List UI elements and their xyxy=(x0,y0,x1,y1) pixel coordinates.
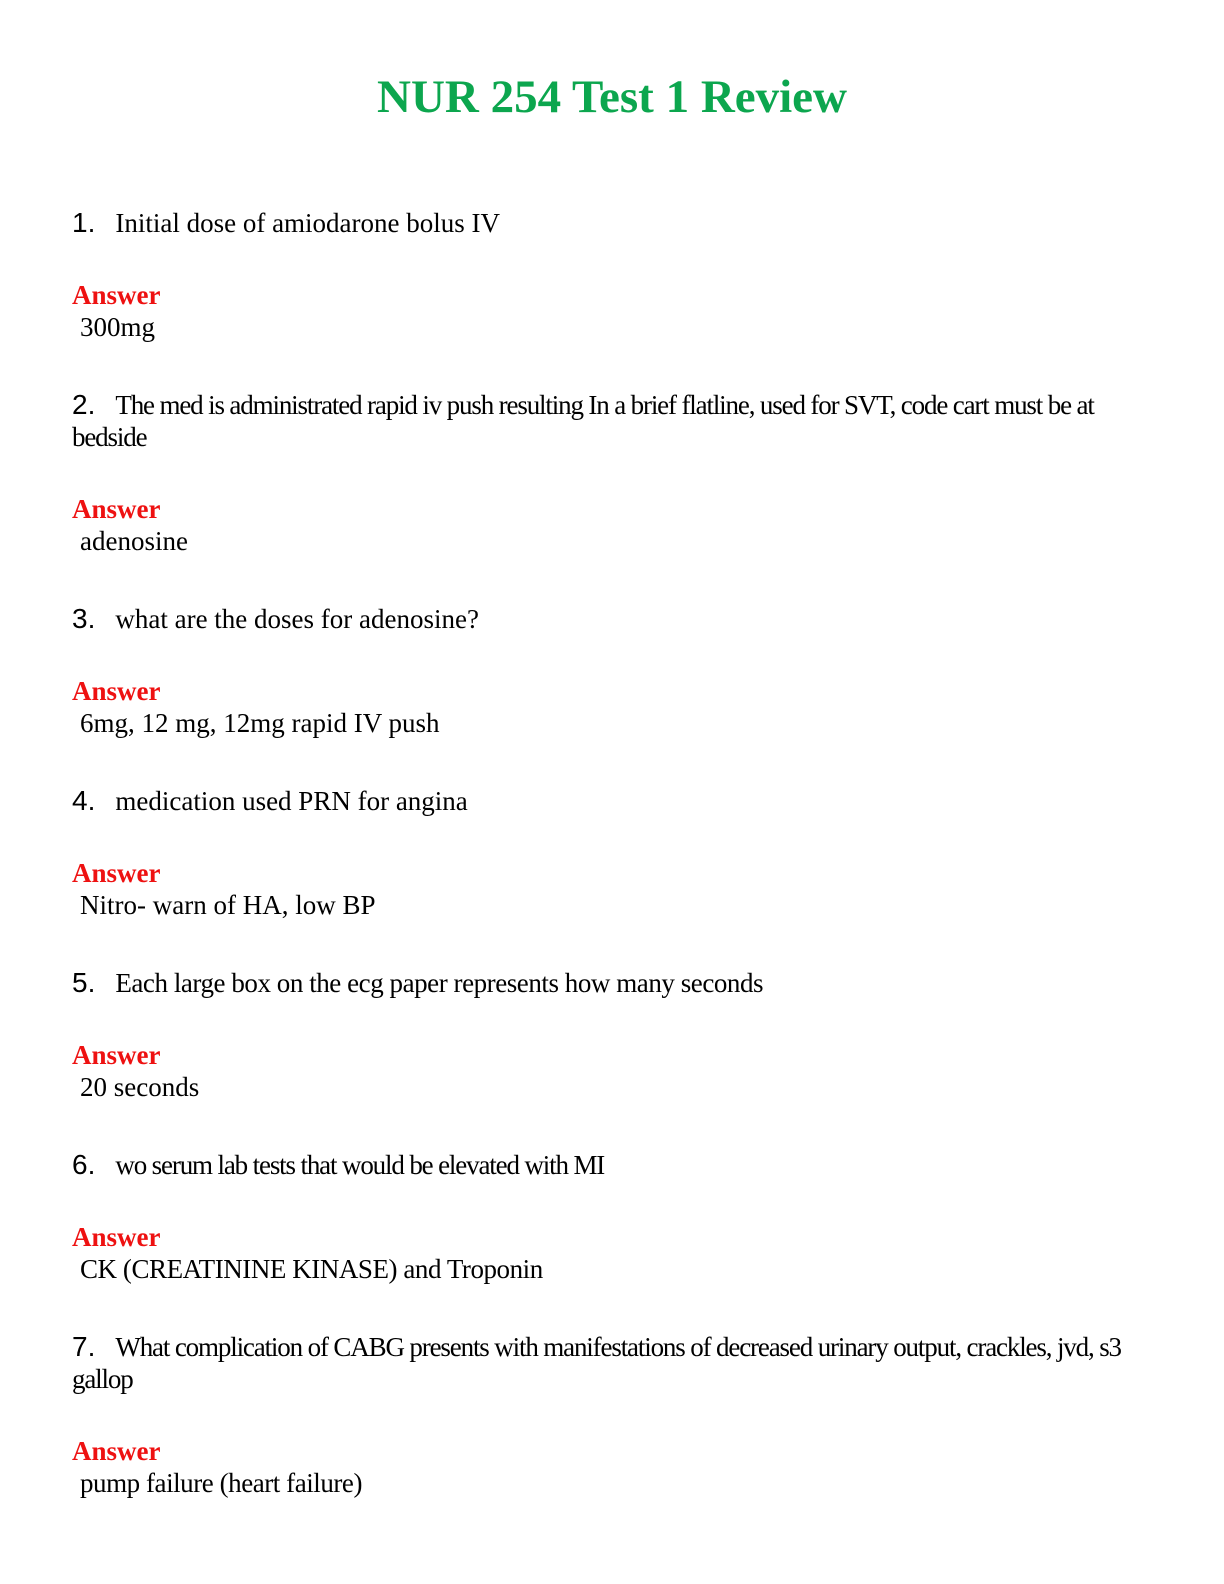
question-number: 1. xyxy=(72,207,96,238)
question-number: 4. xyxy=(72,785,96,816)
question-6 xyxy=(72,1149,1152,1181)
answer-heading: Answer xyxy=(72,494,161,524)
qa-block-1 xyxy=(72,207,1152,343)
answer-heading: Answer xyxy=(72,676,161,706)
question-1 xyxy=(72,207,1152,239)
question-2 xyxy=(72,389,1152,453)
qa-block-5 xyxy=(72,967,1152,1103)
answer-text: 20 seconds xyxy=(80,1072,200,1102)
question-3 xyxy=(72,603,1152,635)
qa-block-3 xyxy=(72,603,1152,739)
question-text: The med is administrated rapid iv push resulting In a brief flatline, used for SVT, code cart must be at bedside xyxy=(72,390,1094,452)
question-text: Each large box on the ecg paper represents how many seconds xyxy=(115,968,764,998)
question-number: 6. xyxy=(72,1149,96,1180)
qa-block-6 xyxy=(72,1149,1152,1285)
qa-block-2 xyxy=(72,389,1152,557)
question-7 xyxy=(72,1331,1152,1395)
answer-text: 6mg, 12 mg, 12mg rapid IV push xyxy=(80,708,440,738)
qa-block-4 xyxy=(72,785,1152,921)
answer-heading: Answer xyxy=(72,858,161,888)
question-text: What complication of CABG presents with manifestations of decreased urinary output, crackles, jvd, s3 gallop xyxy=(72,1332,1121,1394)
page-title: NUR 254 Test 1 Review xyxy=(377,71,847,123)
answer-heading: Answer xyxy=(72,280,161,310)
answer-text: 300mg xyxy=(80,312,156,342)
answer-text: pump failure (heart failure) xyxy=(80,1468,363,1498)
question-number: 5. xyxy=(72,967,96,998)
question-4 xyxy=(72,785,1152,817)
answer-heading: Answer xyxy=(72,1040,161,1070)
question-number: 2. xyxy=(72,389,96,420)
question-number: 7. xyxy=(72,1331,96,1362)
question-text: what are the doses for adenosine? xyxy=(115,604,479,634)
answer-heading: Answer xyxy=(72,1436,161,1466)
answer-heading: Answer xyxy=(72,1222,161,1252)
question-5 xyxy=(72,967,1152,999)
question-text: wo serum lab tests that would be elevated with MI xyxy=(115,1150,605,1180)
question-number: 3. xyxy=(72,603,96,634)
answer-text: Nitro- warn of HA, low BP xyxy=(80,890,376,920)
answer-text: adenosine xyxy=(80,526,188,556)
answer-text: CK (CREATININE KINASE) and Troponin xyxy=(80,1254,543,1284)
question-text: Initial dose of amiodarone bolus IV xyxy=(115,208,501,238)
qa-block-7 xyxy=(72,1331,1152,1499)
question-text: medication used PRN for angina xyxy=(115,786,468,816)
